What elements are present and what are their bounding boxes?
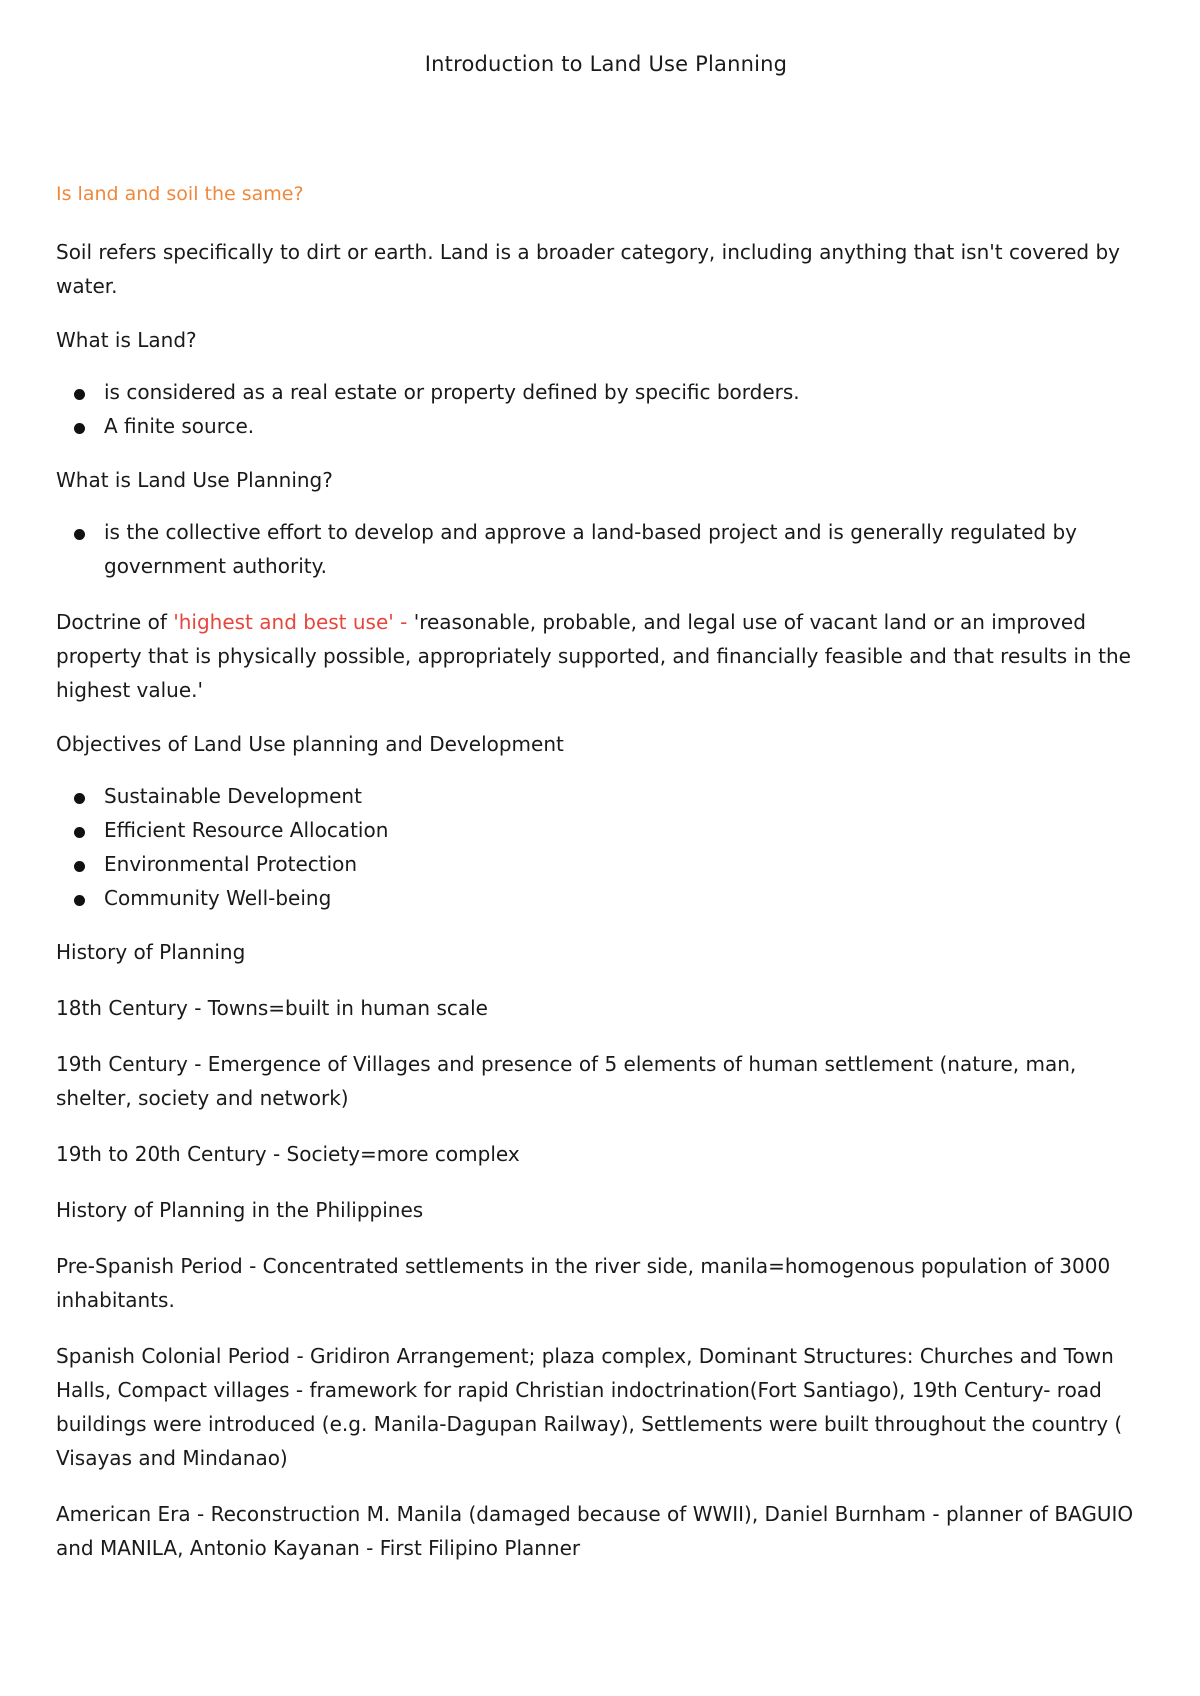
doctrine-prefix: Doctrine of bbox=[56, 610, 174, 634]
list-item: Environmental Protection bbox=[104, 847, 1148, 881]
list-item: is considered as a real estate or property defined by specific borders. bbox=[104, 375, 1148, 409]
doctrine-definition: 'reasonable, probable, and legal use of vacant land or an improved property that is physically possible, appropriately supported, and financially feasible and that results in the highest value.' bbox=[56, 610, 1131, 702]
soil-answer-paragraph: Soil refers specifically to dirt or earth. Land is a broader category, including anything that isn't covered by water. bbox=[56, 240, 1121, 298]
pre-spanish-paragraph: Pre-Spanish Period - Concentrated settlements in the river side, manila=homogenous population of 3000 inhabitants. bbox=[56, 1254, 1111, 1312]
doctrine-highlight: 'highest and best use' - bbox=[173, 610, 414, 634]
list-item: A finite source. bbox=[104, 409, 1148, 443]
objectives-heading: Objectives of Land Use planning and Development bbox=[56, 732, 564, 756]
page-title: Introduction to Land Use Planning bbox=[424, 52, 788, 76]
list-item: Community Well-being bbox=[104, 881, 1148, 915]
objectives-list bbox=[56, 779, 1148, 915]
history-18th-paragraph: 18th Century - Towns=built in human scale bbox=[56, 996, 488, 1020]
doctrine-paragraph bbox=[56, 605, 1148, 707]
what-is-land-heading: What is Land? bbox=[56, 328, 197, 352]
history-19-20th-paragraph: 19th to 20th Century - Society=more complex bbox=[56, 1142, 520, 1166]
history-heading: History of Planning bbox=[56, 940, 246, 964]
question-heading: Is land and soil the same? bbox=[56, 183, 304, 205]
what-is-land-list bbox=[56, 375, 1148, 443]
history-19th-paragraph: 19th Century - Emergence of Villages and presence of 5 elements of human settlement (nature, man, shelter, society and network) bbox=[56, 1052, 1077, 1110]
spanish-paragraph: Spanish Colonial Period - Gridiron Arrangement; plaza complex, Dominant Structures: Churches and Town Halls, Compact villages - framework for rapid Christian indoctrination(Fort Santiago), 19th Century- road buildings were introduced (e.g. Manila-Dagupan Railway), Settlements were built throughout the country ( Visayas and Mindanao) bbox=[56, 1344, 1123, 1470]
list-item: is the collective effort to develop and approve a land-based project and is generally regulated by government authority. bbox=[104, 515, 1148, 583]
american-paragraph: American Era - Reconstruction M. Manila (damaged because of WWII), Daniel Burnham - planner of BAGUIO and MANILA, Antonio Kayanan - First Filipino Planner bbox=[56, 1502, 1134, 1560]
what-is-lup-heading: What is Land Use Planning? bbox=[56, 468, 333, 492]
what-is-lup-list bbox=[56, 515, 1148, 583]
list-item: Sustainable Development bbox=[104, 779, 1148, 813]
list-item: Efficient Resource Allocation bbox=[104, 813, 1148, 847]
ph-history-heading: History of Planning in the Philippines bbox=[56, 1198, 424, 1222]
